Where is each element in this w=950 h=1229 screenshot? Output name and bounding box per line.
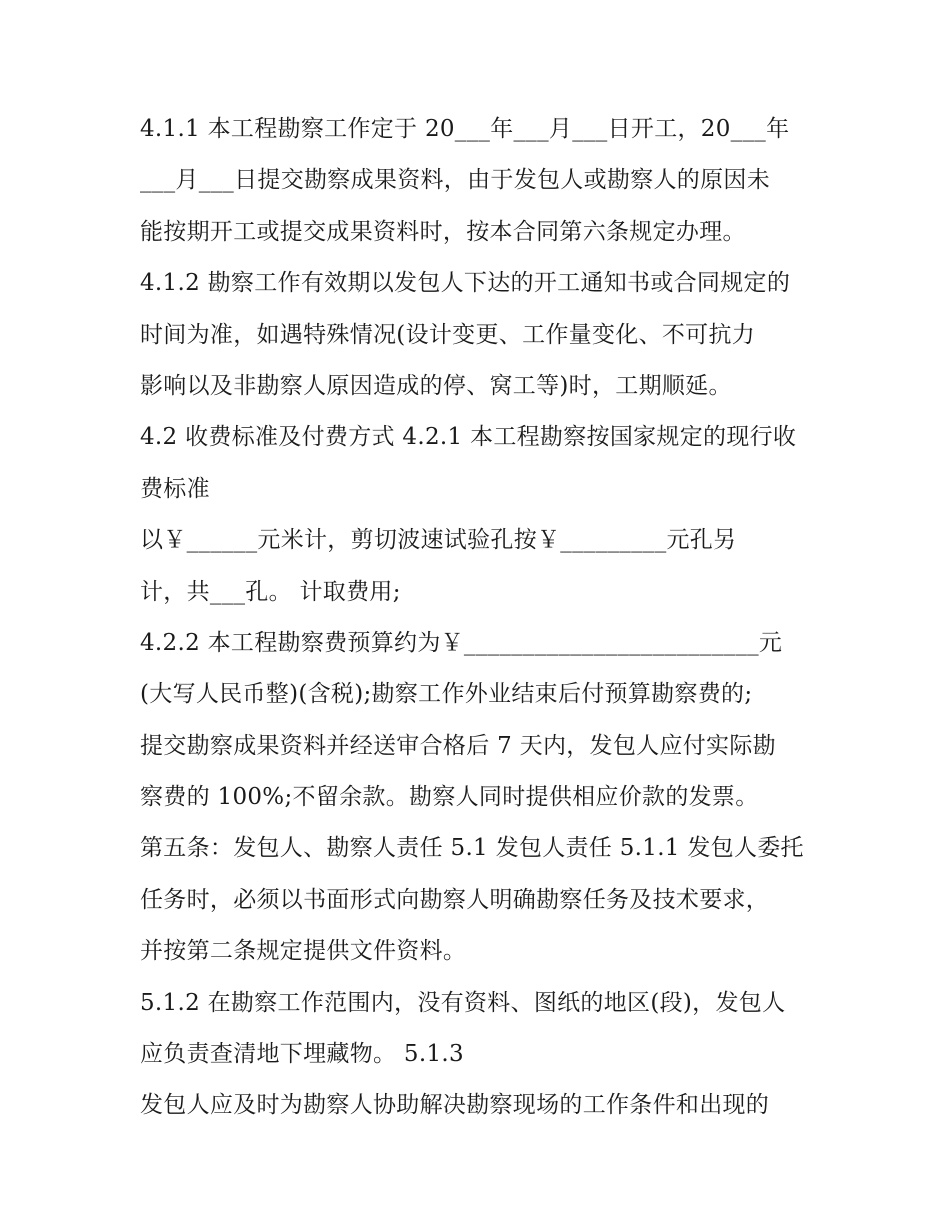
text-line: 第五条：发包人、勘察人责任 5.1 发包人责任 5.1.1 发包人委托 [140,835,804,862]
text-line: 计，共___孔。 计取费用; [140,578,401,605]
text-line: 发包人应及时为勘察人协助解决勘察现场的工作条件和出现的 [140,1092,770,1119]
text-line: (大写人民币整)(含税);勘察工作外业结束后付预算勘察费的; [140,681,753,708]
text-line: 4.2 收费标准及付费方式 4.2.1 本工程勘察按国家规定的现行收 [140,424,797,451]
text-line: 提交勘察成果资料并经送审合格后 7 天内，发包人应付实际勘 [140,732,776,759]
text-line: 并按第二条规定提供文件资料。 [140,938,467,965]
text-line: 任务时，必须以书面形式向勘察人明确勘察任务及技术要求， [140,886,770,913]
text-line: 察费的 100%;不留余款。勘察人同时提供相应价款的发票。 [140,784,759,811]
text-line: 时间为准，如遇特殊情况(设计变更、工作量变化、不可抗力 [140,321,756,348]
text-line: 费标准 [140,475,210,502]
text-line: 5.1.2 在勘察工作范围内，没有资料、图纸的地区(段)，发包人 [140,989,786,1016]
text-line: 以￥______元米计，剪切波速试验孔按￥_________元孔另 [140,527,737,554]
text-line: 应负责查清地下埋藏物。 5.1.3 [140,1041,464,1068]
text-line: ___月___日提交勘察成果资料，由于发包人或勘察人的原因未 [140,167,770,194]
text-line: 4.2.2 本工程勘察费预算约为￥_________________________元 [140,629,783,656]
text-line: 4.1.2 勘察工作有效期以发包人下达的开工通知书或合同规定的 [140,270,791,297]
text-line: 4.1.1 本工程勘察工作定于 20___年___月___日开工，20___年 [140,116,790,142]
text-line: 能按期开工或提交成果资料时，按本合同第六条规定办理。 [140,218,746,245]
document-body [140,104,820,1132]
text-line: 影响以及非勘察人原因造成的停、窝工等)时，工期顺延。 [140,372,732,399]
